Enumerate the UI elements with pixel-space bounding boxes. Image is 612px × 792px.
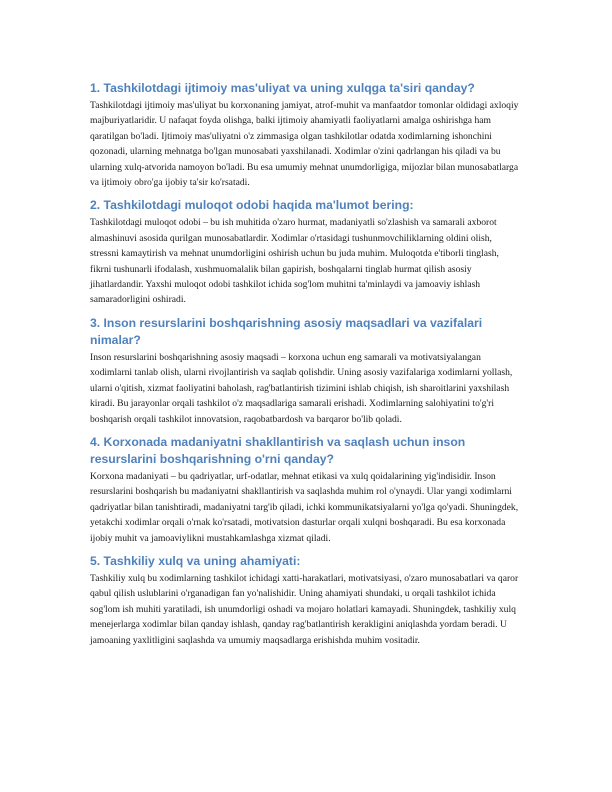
section-1 xyxy=(90,80,522,190)
section-heading: 2. Tashkilotdagi muloqot odobi haqida ma'lumot bering: xyxy=(90,198,414,213)
section-body: Tashkiliy xulq bu xodimlarning tashkilot ichidagi xatti-harakatlari, motivatsiyasi, o'zaro munosabatlari va qaror qabul qilish uslublarini o'rganadigan fan yo'nalishidir. Uning ahamiyati shundaki, u orqali tashkilot ichida sog'lom ish muhiti yaratiladi, ish unumdorligi oshadi va mojaro holatlari kamayadi. Shuningdek, tashkiliy xulq menejerlarga xodimlar bilan qanday ishlash, qanday rag'batlantirish kerakligini aniqlashda yordam beradi. U jamoaning yaxlitligini saqlashda va umumiy maqsadlarga erishishda muhim vositadir. xyxy=(90,572,519,646)
section-5 xyxy=(90,553,522,648)
section-body: Tashkilotdagi muloqot odobi – bu ish muhitida o'zaro hurmat, madaniyatli so'zlashish va samarali axborot almashinuvi asosida qurilgan munosabatlardir. Xodimlar o'rtasidagi tushunmovchiliklarning oldini olish, stressni kamaytirish va mehnat unumdorligini oshirish uchun bu juda muhim. Muloqotda e'tiborli tinglash, fikrni tushunarli ifodalash, xushmuomalalik bilan gapirish, boshqalarni tinglab hurmat qilish asosiy jihatlardandir. Yaxshi muloqot odobi tashkilot ichida sog'lom muhitni ta'minlaydi va jamoaviy ishlash samaradorligini oshiradi. xyxy=(90,217,499,306)
section-heading: 5. Tashkiliy xulq va uning ahamiyati: xyxy=(90,553,301,568)
section-body: Tashkilotdagi ijtimoiy mas'uliyat bu korxonaning jamiyat, atrof-muhit va manfaatdor tomonlar oldidagi axloqiy majburiyatlaridir. U nafaqat foyda olishga, balki ijtimoiy ahamiyatli faoliyatlarni amalga oshirishga ham qaratilgan bo'ladi. Ijtimoiy mas'uliyatni o'z zimmasiga olgan tashkilotlar odatda xodimlarning ishonchini qozonadi, ularning mehnatga bo'lgan munosabati yaxshilanadi. Xodimlar o'zini qadrlangan his qiladi va bu ularning xulq-atvorida namoyon bo'ladi. Bu esa umumiy mehnat unumdorligiga, mijozlar bilan munosabatlarga va ijtimoiy obro'ga ijobiy ta'sir ko'rsatadi. xyxy=(90,100,519,189)
section-3 xyxy=(90,315,522,427)
section-heading: 3. Inson resurslarini boshqarishning asosiy maqsadlari va vazifalari nimalar? xyxy=(90,315,483,347)
section-4 xyxy=(90,434,522,546)
section-heading: 4. Korxonada madaniyatni shakllantirish va saqlash uchun inson resurslarini boshqarishning o'rni qanday? xyxy=(90,434,466,466)
section-body: Inson resurslarini boshqarishning asosiy maqsadi – korxona uchun eng samarali va motivatsiyalangan xodimlarni tanlab olish, ularni rivojlantirish va saqlab qolishdir. Uning asosiy vazifalariga xodimlarni yollash, ularni o'qitish, xizmat faoliyatini baholash, rag'batlantirish tizimini ishlab chiqish, ish sharoitlarini yaxshilash kiradi. Bu jarayonlar orqali tashkilot o'z maqsadlariga samarali erishadi. Xodimlarning salohiyatini to'g'ri boshqarish orqali tashkilot innovatsion, raqobatbardosh va barqaror bo'lib qoladi. xyxy=(90,351,513,425)
section-2 xyxy=(90,197,522,307)
document-page xyxy=(90,80,522,655)
section-heading: 1. Tashkilotdagi ijtimoiy mas'uliyat va uning xulqga ta'siri qanday? xyxy=(90,81,475,95)
section-body: Korxona madaniyati – bu qadriyatlar, urf-odatlar, mehnat etikasi va xulq qoidalarining yig'indisidir. Inson resurslarini boshqarish bu madaniyatni shakllantirish va saqlashda muhim rol o'ynaydi. Ular yangi xodimlarni qadriyatlar bilan tanishtiradi, madaniyatni targ'ib qiladi, ichki kommunikatsiyalarni yo'lga qo'yadi. Shuningdek, yetakchi xodimlar orqali o'rnak ko'rsatadi, motivatsion dasturlar orqali xulqni boshqaradi. Bu esa korxonada ijobiy muhit va jamoaviylikni mustahkamlashga xizmat qiladi. xyxy=(90,470,519,544)
